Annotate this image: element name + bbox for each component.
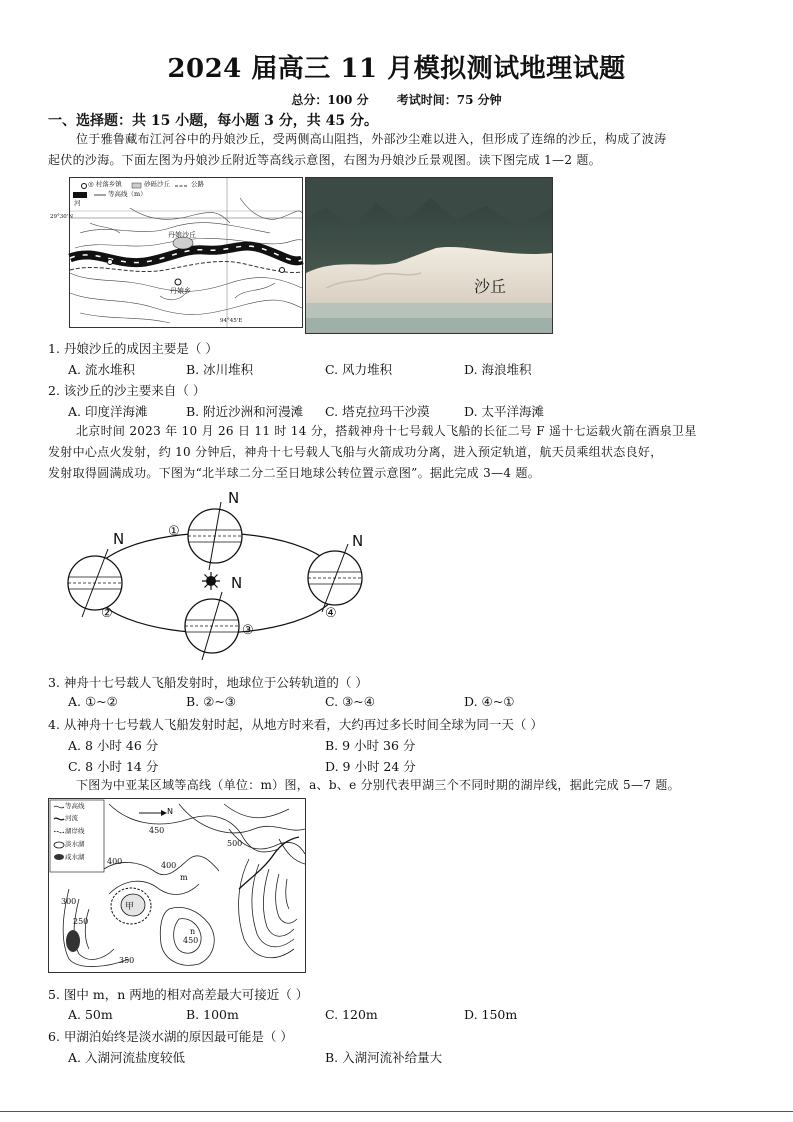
q6-option-a: A. 入湖河流盐度较低: [68, 1050, 185, 1065]
question-6: 6. 甲湖泊始终是淡水湖的原因最可能是（ ）: [48, 1029, 293, 1044]
question-4: 4. 从神舟十七号载人飞船发射时起，从地方时来看，大约再过多长时间全球为同一天（ ）: [48, 717, 543, 732]
page-bottom-rule: [0, 1111, 793, 1112]
q4-option-c: C. 8 小时 14 分: [68, 759, 159, 774]
contour-350: 350: [119, 956, 135, 965]
contour-500: 500: [227, 839, 243, 848]
latitude-label: 29°30'N: [50, 214, 74, 220]
point-n: n: [190, 927, 196, 936]
contour-map-2-svg: [49, 799, 305, 972]
contour-450-bottom: 450: [183, 936, 199, 945]
legend-settlement: ◎ 村落乡镇: [88, 180, 122, 188]
legend-shoreline: 湖岸线: [65, 827, 85, 835]
q2-option-a: A. 印度洋海滩: [68, 404, 148, 419]
q4-option-b: B. 9 小时 36 分: [325, 738, 416, 753]
position-3: ③: [242, 623, 254, 638]
sun-icon: [202, 572, 220, 590]
point-m: m: [180, 873, 188, 882]
contour-map-1-svg: [70, 178, 302, 327]
intro-paragraph-3: 下图为中亚某区域等高线（单位：m）图，a、b、e 分别代表甲湖三个不同时期的湖岸线，据此完成 5—7 题。: [76, 778, 680, 792]
q2-option-c: C. 塔克拉玛干沙漠: [325, 404, 430, 419]
question-1: 1. 丹娘沙丘的成因主要是（ ）: [48, 341, 218, 356]
dune-label: 丹娘沙丘: [168, 231, 196, 239]
exam-meta: [0, 91, 793, 108]
total-score: 总分：100 分: [291, 93, 369, 107]
intro2-line-3: 发射取得圆满成功。下图为“北半球二分二至日地球公转位置示意图”。据此完成 3—4 题。: [48, 466, 541, 480]
legend-river: 河流: [65, 814, 78, 822]
intro-paragraph-2: [48, 421, 766, 484]
map2-north: N: [167, 807, 173, 816]
question-3: 3. 神舟十七号载人飞船发射时，地球位于公转轨道的（ ）: [48, 675, 368, 690]
north-label-4: N: [352, 532, 364, 550]
contour-300: 300: [61, 897, 77, 906]
question-5: 5. 图中 m，n 两地的相对高差最大可接近（ ）: [48, 987, 309, 1002]
q2-option-b: B. 附近沙洲和河漫滩: [186, 404, 304, 419]
q3-option-d: D. ④~①: [464, 694, 515, 709]
dune-photo-svg: [306, 178, 552, 333]
legend-contour: 等高线（m）: [108, 190, 147, 198]
q3-option-b: B. ②~③: [186, 694, 237, 709]
q1-option-a: A. 流水堆积: [68, 362, 135, 377]
contour-450-top: 450: [149, 826, 165, 835]
town-label: 丹娘乡: [170, 287, 191, 295]
lake-jia-label: 甲: [125, 902, 135, 912]
dune-photo-label: 沙丘: [474, 277, 507, 296]
page-title: 2024 届高三 11 月模拟测试地理试题: [167, 54, 626, 84]
orbit-diagram: [55, 488, 385, 663]
contour-250: 250: [73, 917, 89, 926]
longitude-label: 94°45'E: [220, 318, 243, 324]
q6-option-b: B. 入湖河流补给量大: [325, 1050, 443, 1065]
q5-option-c: C. 120m: [325, 1007, 378, 1022]
legend-river: 河: [74, 199, 81, 207]
q2-option-d: D. 太平洋海滩: [464, 404, 545, 419]
q3-option-c: C. ③~④: [325, 694, 375, 709]
intro1-line-2: 起伏的沙海。下面左图为丹娘沙丘附近等高线示意图，右图为丹娘沙丘景观图。读下图完成 1—2 题。: [48, 153, 602, 167]
section-heading: 一、选择题：共 15 小题，每小题 3 分，共 45 分。: [48, 113, 378, 129]
legend-salt-lake: 咸水湖: [65, 853, 85, 861]
exam-time: 考试时间：75 分钟: [396, 93, 502, 107]
q4-option-d: D. 9 小时 24 分: [325, 759, 416, 774]
north-label-1: N: [228, 489, 240, 507]
contour-400-mid: 400: [161, 861, 177, 870]
intro2-line-1: 北京时间 2023 年 10 月 26 日 11 时 14 分，搭载神舟十七号载人飞船的长征二号 F 遥十七运载火箭在酒泉卫星: [76, 424, 697, 438]
legend-contour: 等高线: [65, 802, 85, 810]
dune-photo: [305, 177, 553, 334]
orbit-diagram-svg: [55, 488, 385, 663]
contour-map-2: [48, 798, 306, 973]
intro1-line-1: 位于雅鲁藏布江河谷中的丹娘沙丘，受两侧高山阻挡，外部沙尘难以进入，但形成了连绵的沙丘，构成了波涛: [76, 132, 667, 146]
q5-option-d: D. 150m: [464, 1007, 518, 1022]
q1-option-d: D. 海浪堆积: [464, 362, 532, 377]
legend-dune: 砂砾沙丘: [144, 180, 170, 188]
position-2: ②: [101, 606, 113, 621]
q1-option-b: B. 冰川堆积: [186, 362, 254, 377]
position-1: ①: [168, 524, 180, 539]
intro-paragraph-1: [48, 129, 756, 171]
intro2-line-2: 发射中心点火发射，约 10 分钟后，神舟十七号载人飞船与火箭成功分离，进入预定轨道，航天员乘组状态良好，: [48, 445, 663, 459]
q3-option-a: A. ①~②: [68, 694, 118, 709]
legend-road: 公路: [191, 180, 204, 188]
north-label-2: N: [113, 530, 125, 548]
q1-option-c: C. 风力堆积: [325, 362, 393, 377]
q4-option-a: A. 8 小时 46 分: [68, 738, 159, 753]
question-2: 2. 该沙丘的沙主要来自（ ）: [48, 383, 206, 398]
q5-option-a: A. 50m: [68, 1007, 113, 1022]
contour-400-left: 400: [107, 857, 123, 866]
legend-fresh-lake: 淡水湖: [65, 840, 85, 848]
contour-map-1: [50, 177, 303, 328]
north-label-3: N: [231, 574, 243, 592]
q5-option-b: B. 100m: [186, 1007, 239, 1022]
position-4: ④: [325, 606, 337, 621]
